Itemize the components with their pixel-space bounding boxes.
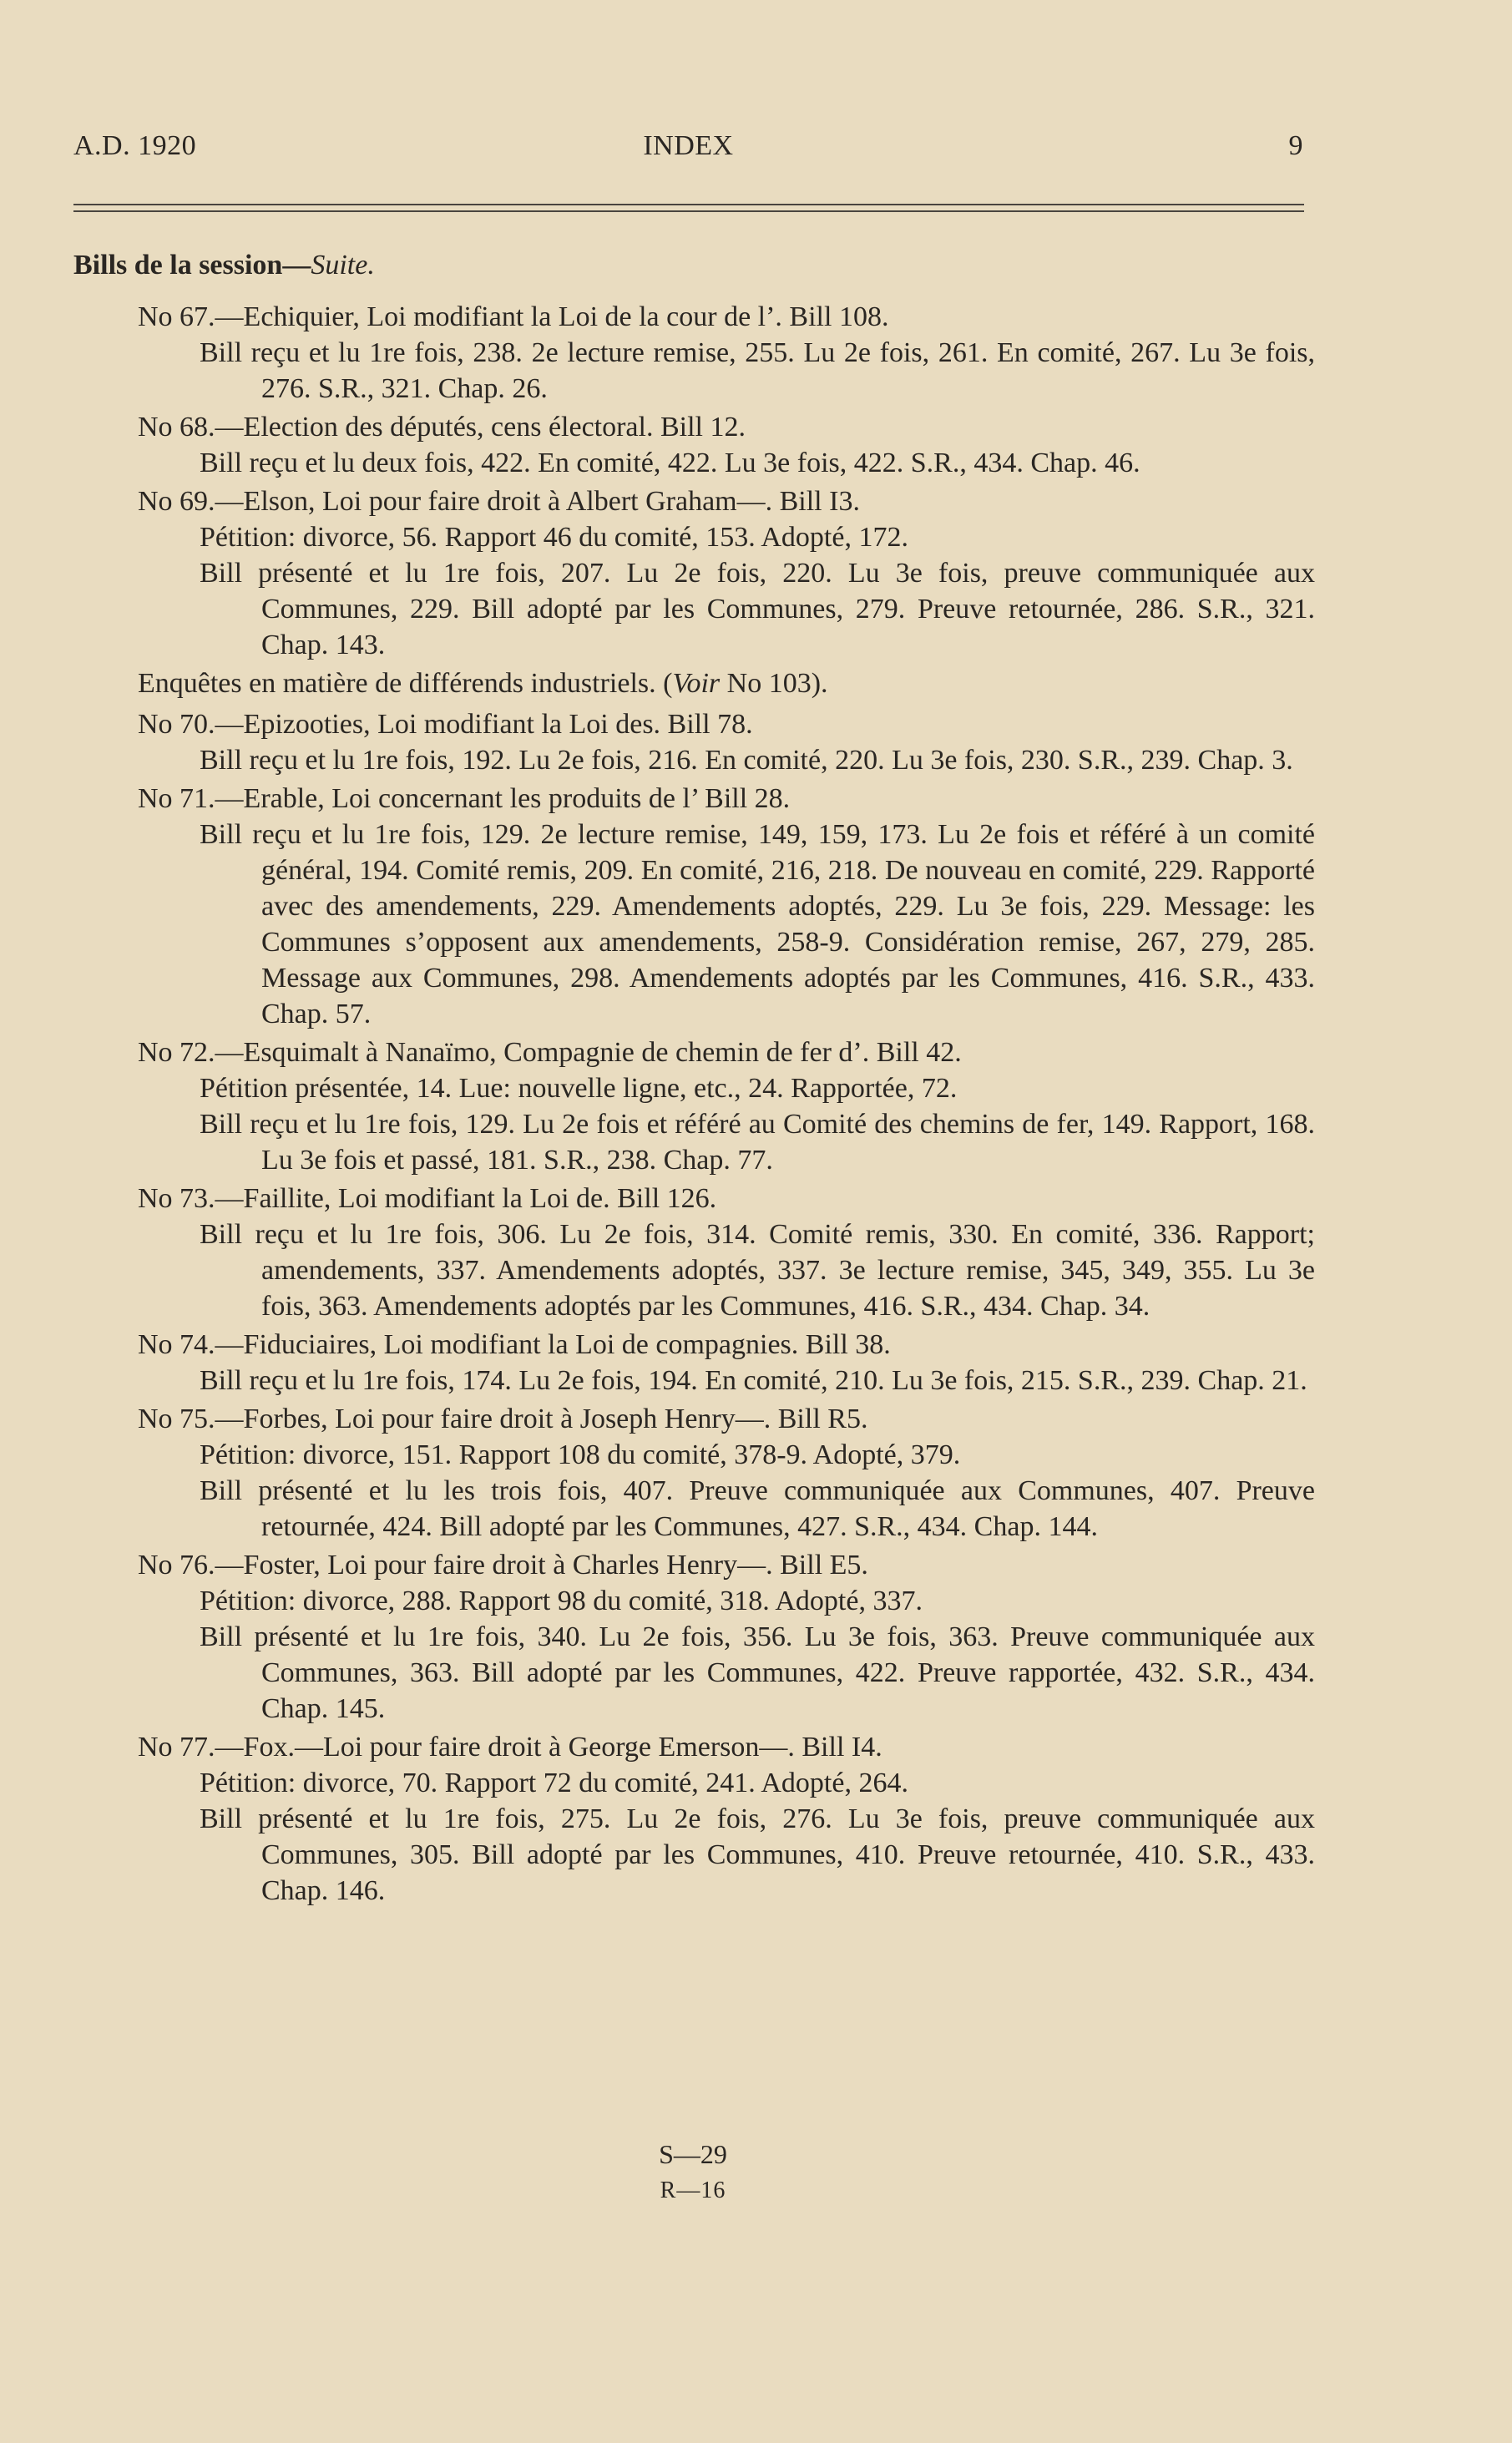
- header-title: INDEX: [643, 130, 734, 161]
- bill-proceedings: Bill présenté et lu 1re fois, 340. Lu 2e fois, 356. Lu 3e fois, 363. Preuve communiquée aux Communes, 363. Bill adopté par les Communes, 422. Preuve rapportée, 432. S.R., 434. Chap. 145.: [200, 1621, 1315, 1724]
- bill-proceedings: Bill reçu et lu 1re fois, 192. Lu 2e fois, 216. En comité, 220. Lu 3e fois, 230. S.R., 239. Chap. 3.: [200, 745, 1293, 776]
- bill-entry: [138, 1034, 1315, 1178]
- running-header: [73, 125, 1303, 172]
- signature-mark-2: R—16: [660, 2177, 726, 2203]
- bill-heading: No 71.—Erable, Loi concernant les produits de l’ Bill 28.: [138, 783, 791, 814]
- bill-heading: No 73.—Faillite, Loi modifiant la Loi de. Bill 126.: [138, 1183, 717, 1214]
- bill-entry: [138, 483, 1315, 663]
- bill-heading: No 76.—Foster, Loi pour faire droit à Charles Henry—. Bill E5.: [138, 1550, 868, 1581]
- bill-entry: [138, 1729, 1315, 1909]
- bill-proceedings: Pétition: divorce, 70. Rapport 72 du comité, 241. Adopté, 264.: [200, 1768, 908, 1798]
- cross-reference-text: Enquêtes en matière de différends industriels. (: [138, 668, 673, 699]
- bill-proceedings: Bill reçu et lu deux fois, 422. En comité, 422. Lu 3e fois, 422. S.R., 434. Chap. 46.: [200, 448, 1140, 478]
- bill-entry: [138, 1327, 1315, 1399]
- header-year: A.D. 1920: [73, 130, 197, 161]
- bill-proceedings: Bill présenté et lu 1re fois, 275. Lu 2e fois, 276. Lu 3e fois, preuve communiquée aux Communes, 305. Bill adopté par les Communes, 410. Preuve retournée, 410. S.R., 433. Chap. 146.: [200, 1803, 1315, 1906]
- bill-heading: No 70.—Epizooties, Loi modifiant la Loi des. Bill 78.: [138, 709, 753, 740]
- cross-reference: [138, 665, 1315, 701]
- section-title: Bills de la session—: [73, 250, 311, 281]
- bill-proceedings: Pétition: divorce, 151. Rapport 108 du comité, 378-9. Adopté, 379.: [200, 1439, 961, 1470]
- bill-proceedings: Bill reçu et lu 1re fois, 238. 2e lecture remise, 255. Lu 2e fois, 261. En comité, 267. Lu 3e fois, 276. S.R., 321. Chap. 26.: [200, 337, 1315, 404]
- bill-proceedings: Bill présenté et lu 1re fois, 207. Lu 2e fois, 220. Lu 3e fois, preuve communiquée aux Communes, 229. Bill adopté par les Communes, 279. Preuve retournée, 286. S.R., 321. Chap. 143.: [200, 558, 1315, 660]
- bill-heading: No 77.—Fox.—Loi pour faire droit à George Emerson—. Bill I4.: [138, 1732, 882, 1763]
- bill-proceedings: Pétition: divorce, 56. Rapport 46 du comité, 153. Adopté, 172.: [200, 522, 908, 553]
- bill-entry: [138, 409, 1315, 481]
- bill-heading: No 72.—Esquimalt à Nanaïmo, Compagnie de chemin de fer d’. Bill 42.: [138, 1037, 962, 1068]
- bill-proceedings: Bill reçu et lu 1re fois, 129. 2e lecture remise, 149, 159, 173. Lu 2e fois et référé à un comité général, 194. Comité remis, 209. En comité, 216, 218. De nouveau en comité, 229. Rapporté avec des amendements, 229. Amendements adoptés, 229. Lu 3e fois, 229. Message: les Communes s’opposent aux amendements, 258-9. Considération remise, 267, 279, 285. Message aux Communes, 298. Amendements adoptés par les Communes, 416. S.R., 433. Chap. 57.: [200, 819, 1315, 1029]
- bill-proceedings: Bill reçu et lu 1re fois, 306. Lu 2e fois, 314. Comité remis, 330. En comité, 336. Rapport; amendements, 337. Amendements adoptés, 337. 3e lecture remise, 345, 349, 355. Lu 3e fois, 363. Amendements adoptés par les Communes, 416. S.R., 434. Chap. 34.: [200, 1219, 1315, 1322]
- bill-entry: [138, 1547, 1315, 1727]
- bill-heading: No 67.—Echiquier, Loi modifiant la Loi de la cour de l’. Bill 108.: [138, 301, 889, 332]
- bill-entry: [138, 1181, 1315, 1324]
- signature-mark-1: S—29: [659, 2139, 727, 2169]
- section-heading: [73, 245, 375, 286]
- bill-entry: [138, 299, 1315, 407]
- section-continuation: Suite.: [311, 250, 375, 281]
- bill-proceedings: Bill reçu et lu 1re fois, 174. Lu 2e fois, 194. En comité, 210. Lu 3e fois, 215. S.R., 239. Chap. 21.: [200, 1365, 1307, 1396]
- bill-entry: [138, 781, 1315, 1032]
- bill-proceedings: Bill présenté et lu les trois fois, 407. Preuve communiquée aux Communes, 407. Preuve retournée, 424. Bill adopté par les Communes, 427. S.R., 434. Chap. 144.: [200, 1475, 1315, 1542]
- bill-entry: [138, 706, 1315, 778]
- header-rule-top: [73, 204, 1304, 205]
- cross-reference-voir: Voir: [672, 668, 721, 699]
- bill-proceedings: Pétition: divorce, 288. Rapport 98 du comité, 318. Adopté, 337.: [200, 1586, 923, 1616]
- bill-proceedings: Pétition présentée, 14. Lue: nouvelle ligne, etc., 24. Rapportée, 72.: [200, 1073, 958, 1104]
- bill-heading: No 68.—Election des députés, cens électoral. Bill 12.: [138, 412, 746, 443]
- bill-heading: No 74.—Fiduciaires, Loi modifiant la Loi de compagnies. Bill 38.: [138, 1329, 891, 1360]
- bill-heading: No 69.—Elson, Loi pour faire droit à Albert Graham—. Bill I3.: [138, 486, 860, 517]
- page-number: 9: [1288, 130, 1303, 161]
- bill-entry: [138, 1401, 1315, 1545]
- index-entries: [138, 299, 1315, 1911]
- header-rule-bottom: [73, 210, 1304, 212]
- cross-reference-target: No 103).: [720, 668, 828, 699]
- bill-proceedings: Bill reçu et lu 1re fois, 129. Lu 2e fois et référé au Comité des chemins de fer, 149. Rapport, 168. Lu 3e fois et passé, 181. S.R., 238. Chap. 77.: [200, 1109, 1315, 1176]
- bill-heading: No 75.—Forbes, Loi pour faire droit à Joseph Henry—. Bill R5.: [138, 1404, 868, 1434]
